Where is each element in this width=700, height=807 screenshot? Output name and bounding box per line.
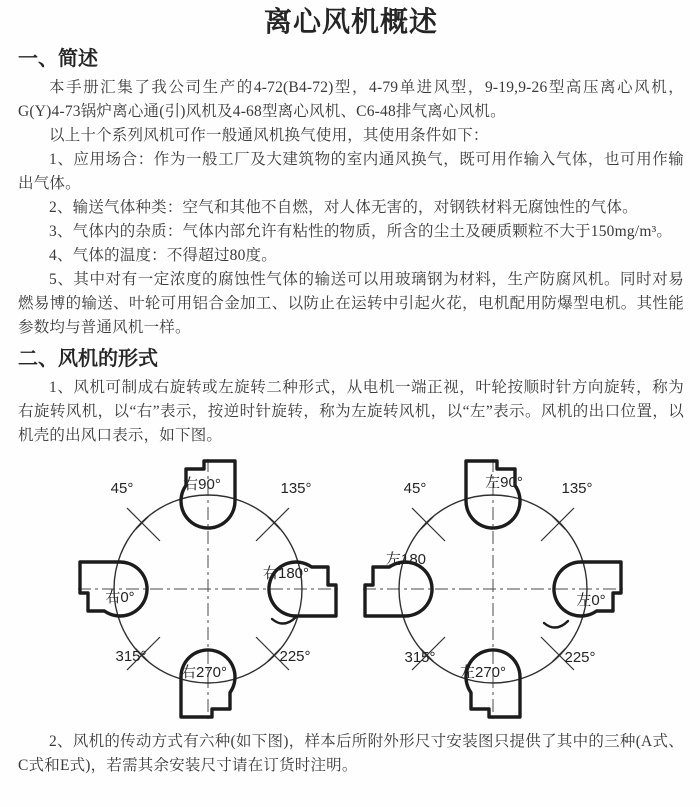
right-rotation-diagram <box>66 456 351 728</box>
angle-tick-upper-left <box>127 508 160 541</box>
paragraph: 以上十个系列风机可作一般通风机换气使用，其使用条件如下： <box>49 127 489 144</box>
volute-label-top: 右90° <box>183 476 221 493</box>
angle-tick-upper-left <box>412 508 445 541</box>
paragraph: 3、气体内的杂质：气体内部允许有粘性的物质，所含的尘土及硬质颗粒不大于150mg/m³。 <box>49 223 673 240</box>
angle-label-135: 135° <box>280 480 312 497</box>
volute-label-bottom: 左270° <box>459 664 507 681</box>
volute-label-right: 左0° <box>576 592 606 609</box>
paragraph: 1、风机可制成右旋转或左旋转二种形式，从电机一端正视，叶轮按顺时针方向旋转，称为右旋转风机，以“右”表示，按逆时针旋转，称为左旋转风机，以“左”表示。风机的出口位置，以机壳的出风口表示，如下图。 <box>18 379 684 444</box>
angle-label-315: 315° <box>115 648 147 665</box>
angle-label-225: 225° <box>279 648 311 665</box>
angle-tick-upper-right <box>256 508 289 541</box>
angle-label-45: 45° <box>110 480 134 497</box>
rotation-arrow-icon <box>544 621 568 628</box>
fan-outlet-position-diagrams <box>18 456 684 728</box>
left-rotation-diagram <box>351 456 636 728</box>
section-2-heading: 二、风机的形式 <box>18 348 158 370</box>
paragraph: 2、输送气体种类：空气和其他不自燃，对人体无害的，对钢铁材料无腐蚀性的气体。 <box>49 199 638 216</box>
angle-label-45: 45° <box>403 480 427 497</box>
paragraph: 5、其中对有一定浓度的腐蚀性气体的输送可以用玻璃钢为材料，生产防腐风机。同时对易燃易博的输送、叶轮可用铝合金加工、以防止在运转中引起火花，电机配用防爆型电机。其性能参数均与普通风机一样。 <box>18 271 684 336</box>
angle-label-315: 315° <box>404 649 436 666</box>
volute-label-top: 左90° <box>485 474 523 491</box>
paragraph: 4、气体的温度：不得超过80度。 <box>49 247 277 264</box>
paragraph: 本手册汇集了我公司生产的4-72(B4-72)型，4-79单进风型，9-19,9-26型高压离心风机，G(Y)4-73锅炉离心通(引)风机及4-68型离心风机、C6-48排气离心风机。 <box>18 79 684 120</box>
section-1-heading: 一、简述 <box>18 48 98 70</box>
volute-label-right: 右180° <box>262 565 310 582</box>
angle-tick-upper-right <box>541 508 574 541</box>
volute-label-bottom: 右270° <box>180 664 228 681</box>
volute-label-left: 左180 <box>385 551 427 568</box>
angle-label-135: 135° <box>561 480 593 497</box>
paragraph: 2、风机的传动方式有六种(如下图)，样本后所附外形尺寸安装图只提供了其中的三种(A式、C式和E式)，若需其余安装尺寸请在订货时注明。 <box>18 733 684 774</box>
page-title: 离心风机概述 <box>263 6 438 37</box>
volute-label-left: 右0° <box>105 589 135 606</box>
paragraph: 1、应用场合：作为一般工厂及大建筑物的室内通风换气，既可用作输入气体，也可用作输出气体。 <box>18 151 684 192</box>
rotation-arrow-icon <box>272 617 296 624</box>
angle-label-225: 225° <box>564 649 596 666</box>
